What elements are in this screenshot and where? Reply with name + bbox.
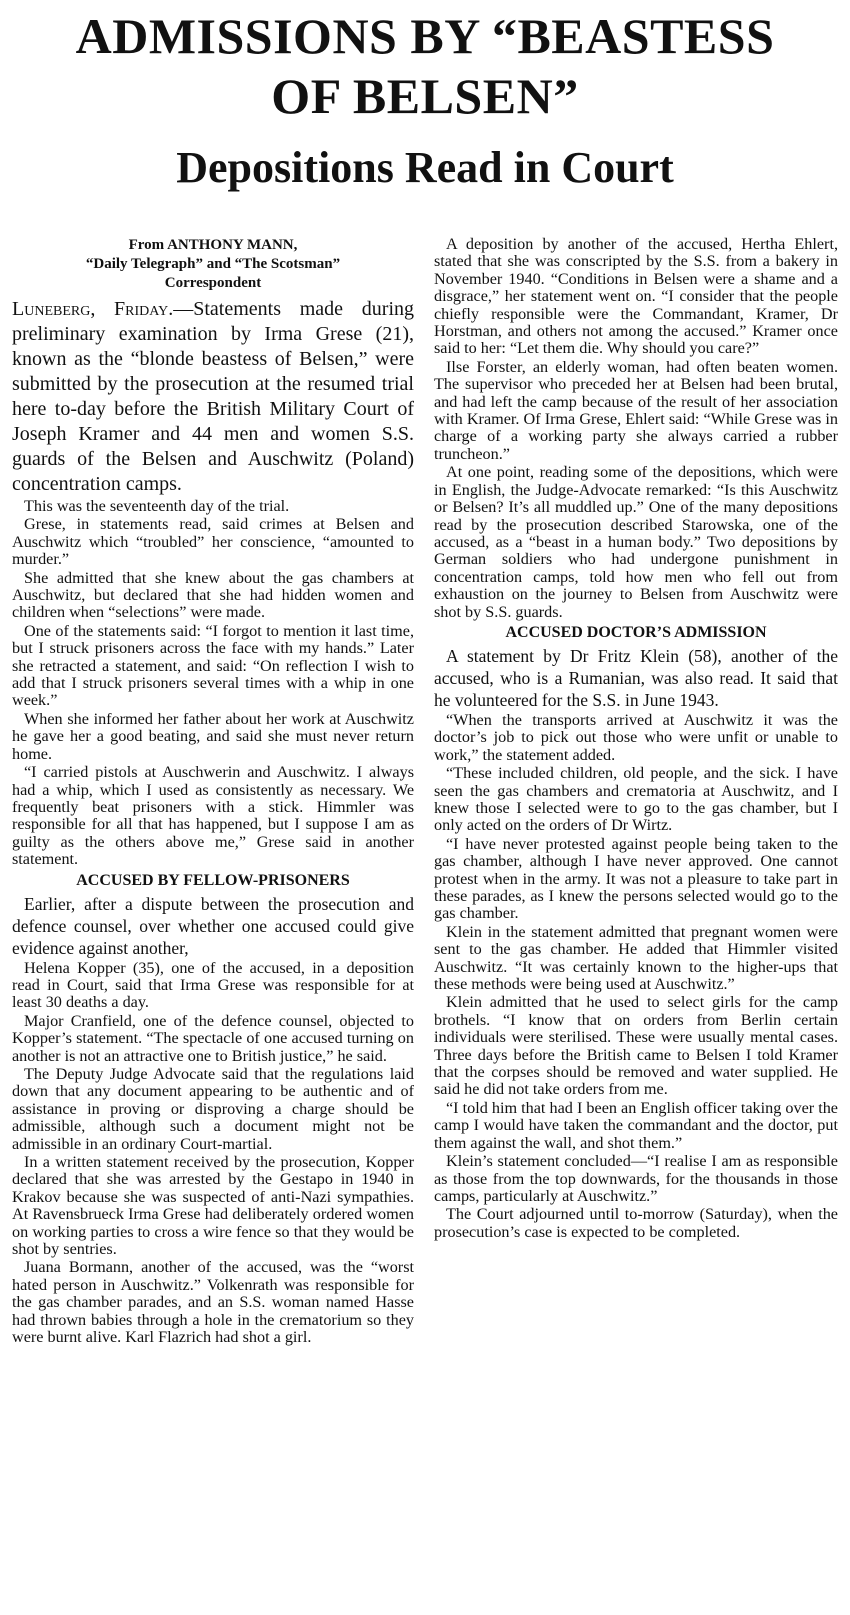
byline-author: From ANTHONY MANN, xyxy=(128,237,298,253)
paragraph: This was the seventeenth day of the trial. xyxy=(24,497,290,515)
headline xyxy=(0,6,850,126)
byline-role: Correspondent xyxy=(164,275,262,291)
subheadline: Depositions Read in Court xyxy=(176,143,674,192)
byline xyxy=(12,236,414,293)
paragraph: A deposition by another of the accused, Hertha Ehlert, stated that she was conscripted by the S.S. from a bakery in November 1940. “Conditions in Belsen were a shame and a disgrace,” her statement went on. “I consider that the people chiefly responsible were the Commandant, Kramer, Dr Horstman, and others not among the accused.” Kramer once said to her: “Let them die. Why should you care?” xyxy=(434,236,838,358)
paragraph: Grese, in statements read, said crimes at Belsen and Auschwitz which “troubled” her conscience, “amounted to murder.” xyxy=(12,515,414,569)
headline-line-2: OF BELSEN” xyxy=(271,68,579,124)
crosshead-fellow-prisoners: ACCUSED BY FELLOW-PRISONERS xyxy=(76,871,350,889)
paragraph-large: A statement by Dr Fritz Klein (58), another of the accused, who is a Rumanian, was also read. It said that he volunteered for the S.S. in June 1943. xyxy=(434,645,838,710)
byline-papers: “Daily Telegraph” and “The Scotsman” xyxy=(85,256,341,272)
headline-line-1: ADMISSIONS BY “BEASTESS xyxy=(75,8,775,64)
paragraph: “When the transports arrived at Auschwitz it was the doctor’s job to pick out those who were unfit or unable to work,” the statement added. xyxy=(434,710,838,764)
article-column-left xyxy=(12,236,414,1611)
paragraph: The Court adjourned until to-morrow (Saturday), when the prosecution’s case is expected to be completed. xyxy=(434,1205,838,1241)
article-column-right xyxy=(434,236,838,1611)
paragraph-large: Earlier, after a dispute between the prosecution and defence counsel, over whether one accused could give evidence against another, xyxy=(12,893,414,958)
paragraph: Major Cranfield, one of the defence counsel, objected to Kopper’s statement. “The spectacle of one accused turning on another is not an attractive one to British justice,” he said. xyxy=(12,1011,414,1065)
paragraph: Ilse Forster, an elderly woman, had often beaten women. The supervisor who preceded her at Belsen had been brutal, and had left the camp because of the result of her association with Kramer. Of Irma Grese, Ehlert said: “While Grese was in charge of a working party she always carried a rubber truncheon.” xyxy=(434,357,838,463)
paragraph: Klein’s statement concluded—“I realise I am as responsible as those from the top downwards, for the thousands in those camps, particularly at Auschwitz.” xyxy=(434,1152,838,1205)
paragraph: Juana Bormann, another of the accused, was the “worst hated person in Auschwitz.” Volkenrath was responsible for the gas chamber parades, and an S.S. woman named Hasse had thrown babies through a hole in the crematorium so they were burnt alive. Karl Flazrich had shot a girl. xyxy=(12,1258,414,1347)
paragraph: “I told him that had I been an English officer taking over the camp I would have taken the commandant and the doctor, put them against the wall, and shot them.” xyxy=(434,1098,838,1152)
paragraph: At one point, reading some of the depositions, which were in English, the Judge-Advocate remarked: “Is this Auschwitz or Belsen? It’s all muddled up.” One of the many depositions read by the prosecution described Starowska, one of the accused, as a “beast in a human body.” Two depositions by German soldiers who had undergone punishment in concentration camps, told how men who fell out from exhaustion on the journey to Belsen from Auschwitz were shot by S.S. guards. xyxy=(434,463,838,621)
lead-paragraph xyxy=(12,297,414,497)
crosshead-doctors-admission: ACCUSED DOCTOR’S ADMISSION xyxy=(505,623,767,641)
paragraph: In a written statement received by the prosecution, Kopper declared that she was arrested by the Gestapo in 1940 in Krakov because she was suspected of anti-Nazi sympathies. At Ravensbrueck Irma Grese had deliberately ordered women on working parties to cross a wire fence so that they would be shot by sentries. xyxy=(12,1153,414,1259)
paragraph: When she informed her father about her work at Auschwitz he gave her a good beating, and said she must never return home. xyxy=(12,709,414,763)
paragraph: Helena Kopper (35), one of the accused, in a deposition read in Court, said that Irma Grese was responsible for at least 30 deaths a day. xyxy=(12,958,414,1012)
paragraph: She admitted that she knew about the gas chambers at Auschwitz, but declared that she had hidden women and children when “selections” were made. xyxy=(12,568,414,622)
paragraph: “I carried pistols at Auschwerin and Auschwitz. I always had a whip, which I used as consistently as necessary. We frequently beat prisoners with a stick. Himmler was responsible for all that has happened, but I suppose I am as guilty as the others above me,” Grese said in another statement. xyxy=(12,763,414,869)
paragraph: One of the statements said: “I forgot to mention it last time, but I struck prisoners across the face with my hands.” Later she retracted a statement, and said: “On reflection I wish to add that I struck prisoners several times with a whip in one week.” xyxy=(12,621,414,710)
paragraph: Klein admitted that he used to select girls for the camp brothels. “I know that on orders from Berlin certain individuals were sterilised. These were usually mental cases. Three days before the British came to Belsen I told Kramer that the corpses should be removed and water supplied. He said he did not take orders from me. xyxy=(434,993,838,1099)
lead-text: —Statements made during preliminary examination by Irma Grese (21), known as the “blonde beastess of Belsen,” were submitted by the prosecution at the resumed trial here to-day before the British Military Court of Joseph Kramer and 44 men and women S.S. guards of the Belsen and Auschwitz (Poland) concentration camps. xyxy=(12,298,414,495)
dateline: Luneberg, Friday. xyxy=(12,298,174,320)
paragraph: Klein in the statement admitted that pregnant women were sent to the gas chamber. He added that Himmler visited Auschwitz. “It was certainly known to the higher-ups that these methods were being used at Auschwitz.” xyxy=(434,922,838,994)
paragraph: The Deputy Judge Advocate said that the regulations laid down that any document appearing to be authentic and of assistance in proving or disproving a charge should be admissible, although such a document might not be admissible in an ordinary Court-martial. xyxy=(12,1064,414,1153)
paragraph: “These included children, old people, and the sick. I have seen the gas chambers and crematoria at Auschwitz, and I knew those I selected were to go to the gas chamber, but I only acted on the orders of Dr Wirtz. xyxy=(434,764,838,835)
paragraph: “I have never protested against people being taken to the gas chamber, although I have never approved. One cannot protest when in the army. It was not a pleasure to take part in these parades, as I knew the persons selected would go to the gas chamber. xyxy=(434,834,838,923)
